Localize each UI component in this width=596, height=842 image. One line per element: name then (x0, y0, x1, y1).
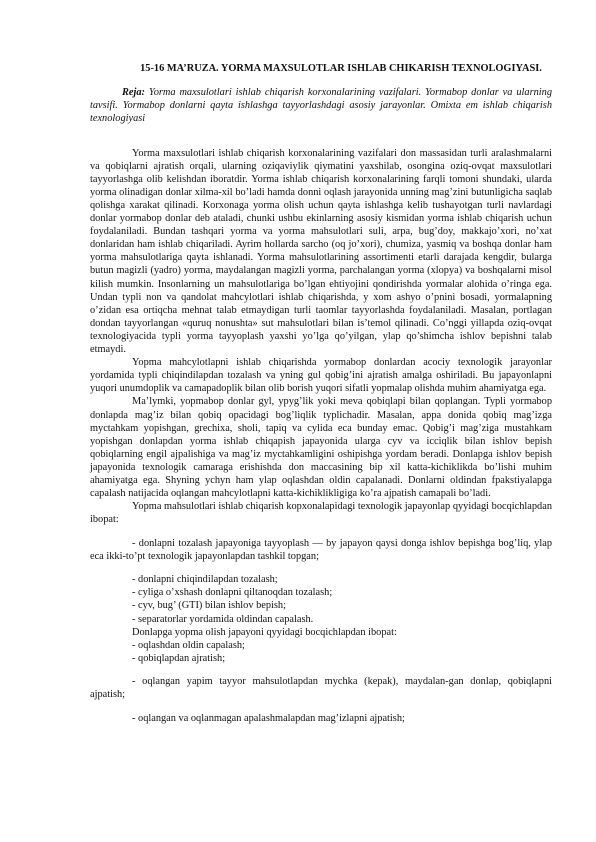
paragraph-intro: Yorma maxsulotlari ishlab chiqarish korxonalarining vazifalari don massasidan turli aralashmalarni va qobiqlarni ajratish orqali, ularning oziqaviylik qiymatini yaxshilab, osongina oziq-ovqat maxsulotlari tayyorlashga olib kelishdan iboratdir. Yorma ishlab chiqarish korxonalarining farqli tomoni shundaki, ularda yorma olinadigan donlar xilma-xil bo’ladi hamda donni oqlash jarayonida unning mag’zini butunligicha saqlab qolishga xarakat qilinadi. Korxonaga yorma olish uchun qayta ishlashga kelib tushayotgan turli navlardagi donlar yormabop donlar deb ataladi, chunki ushbu ekinlarning asosiy kismidan yorma ishlab chiqarish uchun foydalaniladi. Bundan tashqari yorma va yorma mahsulotlari suli, arpa, bug’doy, makkajo’xori, no’xat donlaridan ham ishlab chiqariladi. Ayrim hollarda sarcho (oq jo’xori), chumiza, yasmiq va boshqa donlar ham yorma mahsulotlariga qayta ishlanadi. Yorma mahsulotlarining assortimenti etarli darajada kengdir, bularga butun magizli (yadro) yorma, maydalangan magizli yorma, parchalangan yorma (xlopya) va boshqalarni misol kilish mumkin. Insonlarning un mahsulotlariga bo’lgan ehtiyojini qondirishda yormalar alohida o’ringa ega. Undan typli non va qandolat mahcylotlari ishlab chiqarishda, y xom ashyo o’pnini bosadi, yormalapning o’zidan esa ortiqcha mehnat talab etmaydigan turli taomlar tayyorlashda foydalaniladi. Masalan, portlagan dondan tayyorlangan «quruq nonushta» sut mahsulotlari bilan is’temol qilinadi. Co’nggi yillapda oziq-ovqat texnologiyacida typli yorma tayyoplash yaxshi yo’lga qo’yilgan, ylap qo’shimcha ishlov bepishni talab etmaydi. (90, 147, 552, 356)
list-item: - oqlashdan oldin capalash; (132, 639, 245, 651)
paragraph-grain-husk: Ma’lymki, yopmabop donlar gyl, ypyg’lik yoki meva qobiqlapi bilan qoplangan. Typli yormabop donlapda mag’iz bilan qobiq opacidagi bog’liqlik typlichadir. Masalan, appa donida qobiq mag’izga myctahkam yopishgan, grechixa, sholi, tapiq va cylida eca bunday emac. Qobig’i mag’ziga mustahkam yopishgan donlapdan yorma ishlab chiqapish japayonida ularga cyv va icciqlik bilan ishlov bepish qobiqlarning engil ajpalishiga va mag’iz myctahkamligini oshipishga yordam beradi. Donlapga ishlov bepish japayonida texnologik camaraga erishishda don maccasining bip xil katta-kichiklikda bo’lishi muhim ahamiyatga ega. Shyning ychyn ham ylap oqlashdan oldin capalanadi. Donlarni oldindan fpakstiyalapga capalash natijacida oqlangan mahcylotlapni katta-kichiklikligiga ko’ra ajpatish camapali bo’ladi. (90, 396, 552, 500)
list-item: - oqlangan yapim tayyor mahsulotlapdan mychka (kepak), maydalan-gan donlap, qobiqlapni ajpatish; (90, 676, 552, 701)
plan-text: Yorma maxsulotlari ishlab chiqarish korxonalarining vazifalari. Yormabop donlar va ularning tavsifi. Yormabop donlarni qayta ishlashga tayyorlashdagi asosiy jarayonlar. Omixta em ishlab chiqarish texnologiyasi (90, 87, 552, 125)
list-item: - donlapni tozalash japayoniga tayyoplash — by japayon qaysi donga ishlov bepishga bog’liq, ylap eca ikki-to’pt texnologik japayonlapdan tashkil topgan; (90, 537, 552, 562)
list-item: - separatorlar yordamida oldindan capalash. (132, 613, 314, 625)
paragraph-stages-intro: Yopma mahsulotlari ishlab chiqarish kopxonalapidagi texnologik japayonlap qyyidagi bocqichlapdan ibopat: (90, 501, 552, 526)
processing-intro: Donlapga yopma olish japayoni qyyidagi bocqichlapdan ibopat: (132, 626, 397, 638)
page-title: 15-16 MA’RUZA. YORMA MAXSULOTLAR ISHLAB CHIKARISH TEXNOLOGIYASI. (140, 63, 542, 74)
list-item: - donlapni chiqindilapdan tozalash; (132, 574, 278, 586)
list-item: - cyliga o’xshash donlapni qiltanoqdan tozalash; (132, 587, 333, 599)
list-item: - qobiqlapdan ajratish; (132, 652, 226, 664)
list-item: - cyv, bug’ (GTI) bilan ishlov bepish; (132, 600, 286, 612)
list-item: - oqlangan va oqlanmagan apalashmalapdan mag’izlapni ajpatish; (132, 712, 405, 724)
plan-label: Reja: (122, 87, 145, 98)
lecture-plan (90, 86, 552, 125)
document-page (90, 62, 552, 725)
paragraph-processing: Yopma mahcylotlapni ishlab chiqarishda yormabop donlardan acociy texnologik jarayonlar yordamida typli chiqindilapdan tozalash va yning gul qobig’ini ajratish amalga oshiriladi. Bu japayonlapni yuqori unumdoplik va camapadoplik bilan olib borish yuqori sifatli yopmalap olishda muhim ahamiyatga ega. (90, 357, 552, 395)
